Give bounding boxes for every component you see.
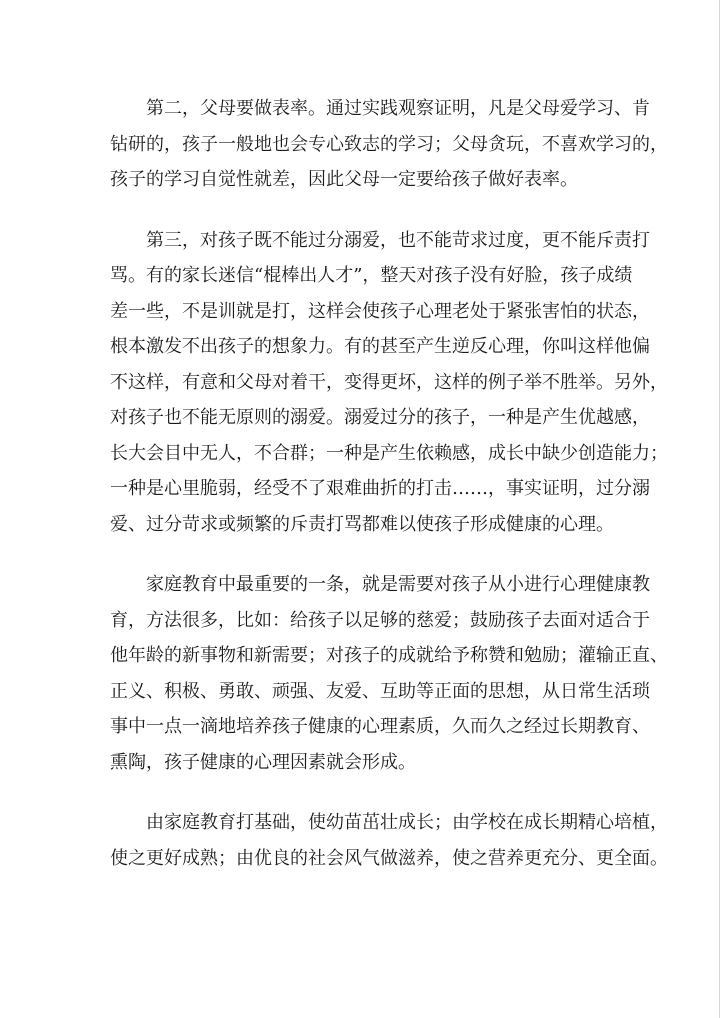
paragraph-parents-role-model <box>110 91 668 198</box>
paragraph-no-spoiling <box>110 223 668 543</box>
text-line: 一种是心里脆弱，经受不了艰难曲折的打击……，事实证明，过分溺 <box>110 478 650 499</box>
text-line: 家庭教育中最重要的一条，就是需要对孩子从小进行心理健康教 <box>146 574 650 595</box>
text-line: 不这样，有意和父母对着干，变得更坏，这样的例子举不胜举。另外， <box>110 371 668 393</box>
text-line: 骂。有的家长迷信“棍棒出人才”，整天对孩子没有好脸，孩子成绩 <box>110 265 633 286</box>
text-line: 长大会目中无人，不合群；一种是产生依赖感，成长中缺少创造能力； <box>110 442 668 464</box>
text-line: 钻研的，孩子一般地也会专心致志的学习；父母贪玩，不喜欢学习的， <box>110 133 668 155</box>
text-line: 孩子的学习自觉性就差，因此父母一定要给孩子做好表率。 <box>110 169 578 190</box>
text-line: 他年龄的新事物和新需要；对孩子的成就给予称赞和勉励；灌输正直、 <box>110 645 668 666</box>
text-line: 正义、积极、勇敢、顽强、友爱、互助等正面的思想，从日常生活琐 <box>110 680 650 702</box>
text-line: 差一些，不是训就是打，这样会使孩子心理老处于紧张害怕的状态， <box>110 300 650 322</box>
paragraph-mental-health-education <box>110 567 668 780</box>
text-line: 第二，父母要做表率。通过实践观察证明，凡是父母爱学习、肯 <box>146 98 650 119</box>
text-line: 由家庭教育打基础，使幼苗茁壮成长；由学校在成长期精心培植， <box>146 812 668 833</box>
text-line: 事中一点一滴地培养孩子健康的心理素质，久而久之经过长期教育、 <box>110 716 650 737</box>
text-line: 熏陶，孩子健康的心理因素就会形成。 <box>110 751 416 773</box>
paragraph-conclusion <box>110 805 668 876</box>
text-line: 第三，对孩子既不能过分溺爱，也不能苛求过度，更不能斥责打 <box>146 229 650 251</box>
document-body <box>110 91 668 876</box>
text-line: 根本激发不出孩子的想象力。有的甚至产生逆反心理，你叫这样他偏 <box>110 336 650 357</box>
text-line: 对孩子也不能无原则的溺爱。溺爱过分的孩子，一种是产生优越感， <box>110 407 650 428</box>
text-line: 使之更好成熟；由优良的社会风气做滋养，使之营养更充分、更全面。 <box>110 847 668 869</box>
text-line: 爱、过分苛求或频繁的斥责打骂都难以使孩子形成健康的心理。 <box>110 513 614 535</box>
text-line: 育，方法很多，比如：给孩子以足够的慈爱；鼓励孩子去面对适合于 <box>110 609 650 631</box>
